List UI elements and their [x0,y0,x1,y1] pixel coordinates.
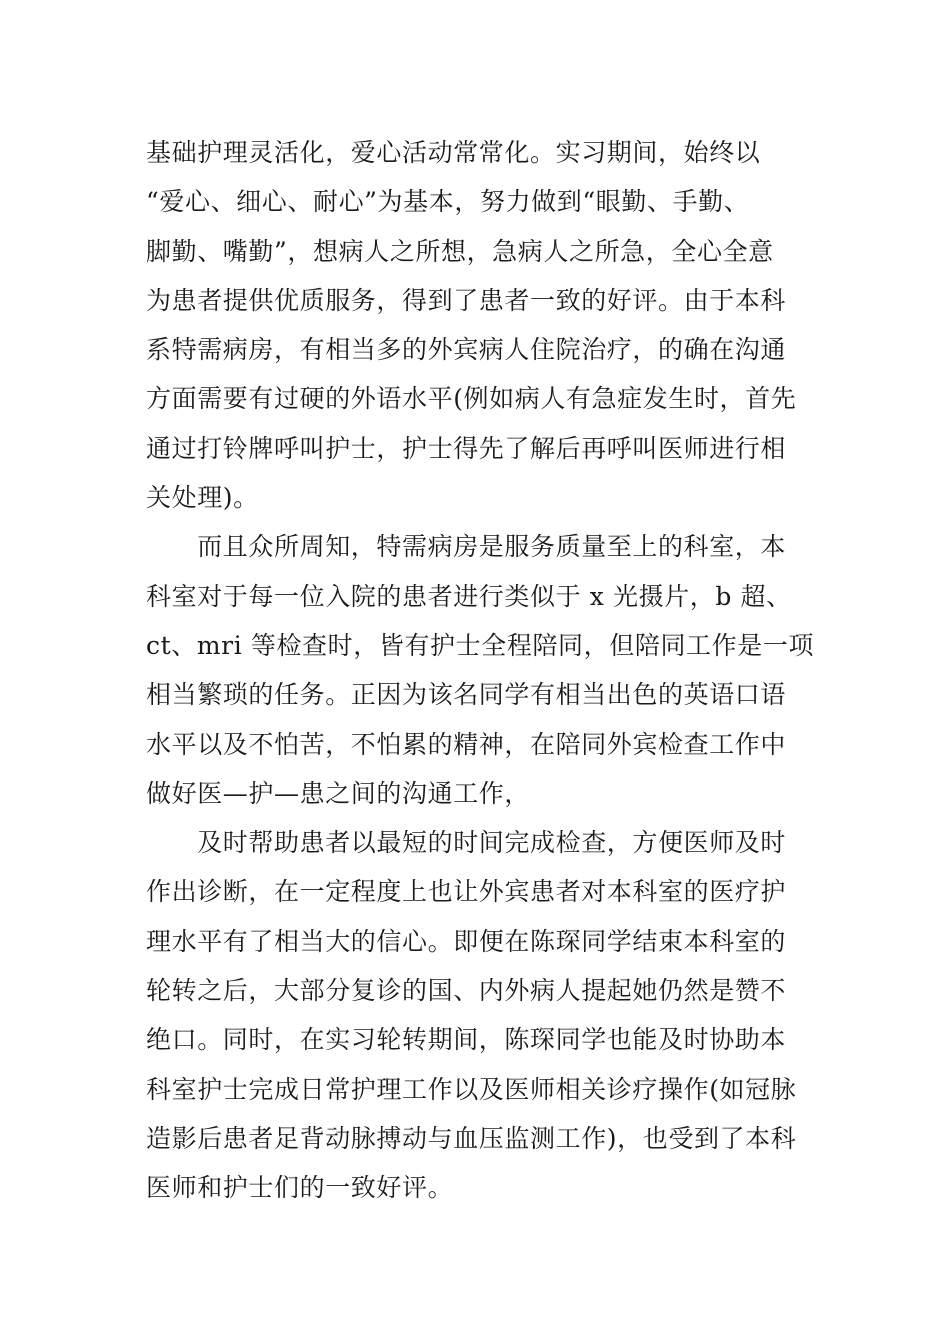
text-line: 通过打铃牌呼叫护士，护士得先了解后再呼叫医师进行相 [146,433,787,463]
text-line: 基础护理灵活化，爱心活动常常化。实习期间，始终以 [146,138,761,167]
text-line: 关处理)。 [146,483,259,513]
text-line: 绝口。同时，在实习轮转期间，陈琛同学也能及时协助本 [146,1025,787,1055]
text-line: 水平以及不怕苦，不怕累的精神，在陪同外宾检查工作中 [146,729,787,759]
text-line: 为患者提供优质服务，得到了患者一致的好评。由于本科 [146,285,787,315]
text-line: 做好医—护—患之间的沟通工作， [146,778,531,808]
text-line: 医师和护士们的一致好评。 [146,1173,454,1203]
text-line: 系特需病房，有相当多的外宾病人住院治疗，的确在沟通 [146,335,787,365]
text-line: 科室护士完成日常护理工作以及医师相关诊疗操作(如冠脉 [146,1074,797,1104]
text-line: 作出诊断，在一定程度上也让外宾患者对本科室的医疗护 [146,877,787,907]
text-line: 而且众所周知，特需病房是服务质量至上的科室，本 [146,532,787,562]
text-line: 方面需要有过硬的外语水平(例如病人有急症发生时，首先 [146,384,797,414]
text-line: ct、mri 等检查时，皆有护士全程陪同，但陪同工作是一项 [146,630,815,660]
text-line: 轮转之后，大部分复诊的国、内外病人提起她仍然是赞不 [146,976,787,1006]
text-line: 相当繁琐的任务。正因为该名同学有相当出色的英语口语 [146,680,787,710]
text-line: 脚勤、嘴勤”，想病人之所想，急病人之所急，全心全意 [146,236,774,266]
text-line: 造影后患者足背动脉搏动与血压监测工作)，也受到了本科 [146,1123,797,1153]
text-line: 及时帮助患者以最短的时间完成检查，方便医师及时 [146,828,787,858]
text-line: 科室对于每一位入院的患者进行类似于 x 光摄片，b 超、 [146,581,792,611]
body-text [146,128,816,1213]
text-line: “爱心、细心、耐心”为基本，努力做到“眼勤、手勤、 [146,187,750,217]
text-line: 理水平有了相当大的信心。即便在陈琛同学结束本科室的 [146,926,787,956]
